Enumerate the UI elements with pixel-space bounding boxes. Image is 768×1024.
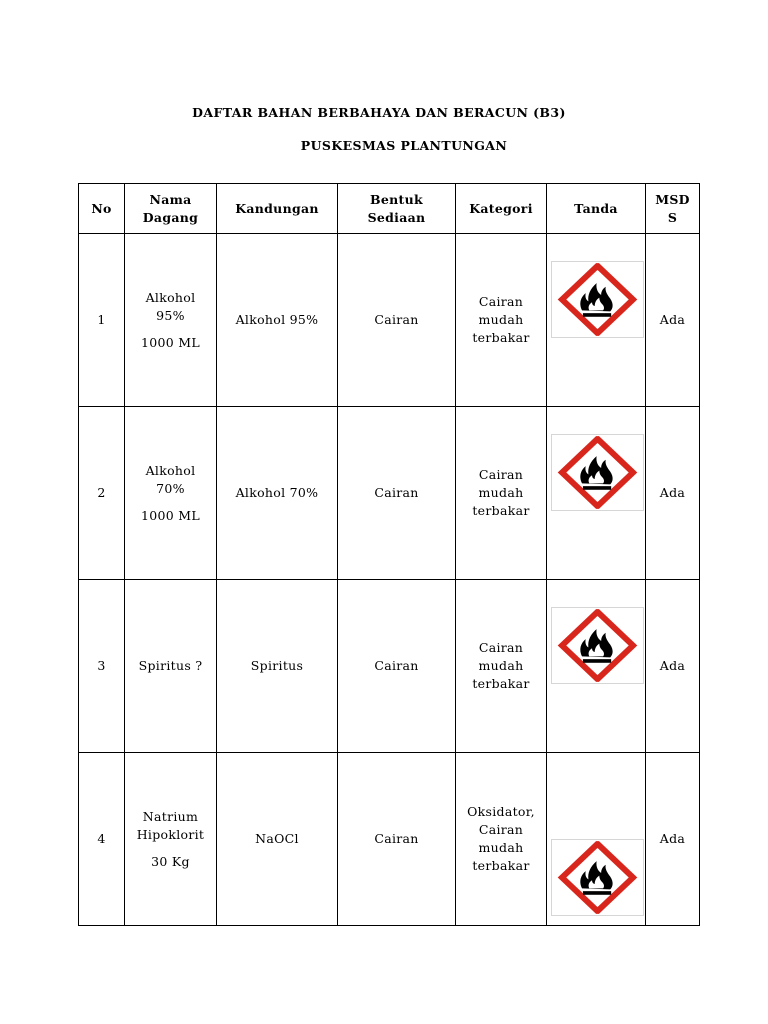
header-nama-dagang: [125, 184, 217, 234]
table-row: [79, 234, 700, 407]
kategori-line: mudah: [478, 485, 524, 500]
cell-kandungan: Alkohol 95%: [217, 234, 338, 407]
document-title: DAFTAR BAHAN BERBAHAYA DAN BERACUN (B3): [192, 105, 566, 120]
header-nama-line1: Nama: [149, 191, 192, 207]
nama-line: Hipoklorit: [136, 826, 205, 842]
cell-bentuk: Cairan: [338, 753, 456, 926]
cell-bentuk: Cairan: [338, 407, 456, 580]
header-kategori: Kategori: [456, 184, 547, 234]
header-tanda: Tanda: [547, 184, 646, 234]
cell-kandungan: Alkohol 70%: [217, 407, 338, 580]
cell-no: 1: [79, 234, 125, 407]
cell-msds: Ada: [646, 234, 700, 407]
cell-msds: Ada: [646, 407, 700, 580]
cell-nama-dagang: Spiritus ?: [125, 580, 217, 753]
cell-kategori: [456, 753, 547, 926]
cell-kategori: [456, 407, 547, 580]
kategori-line: Cairan: [478, 640, 524, 655]
table-row: [79, 407, 700, 580]
header-no: No: [79, 184, 125, 234]
header-msds-line2: S: [667, 209, 678, 225]
kategori-line: terbakar: [472, 676, 530, 691]
cell-tanda: [547, 234, 646, 407]
header-bentuk-sediaan: [338, 184, 456, 234]
nama-strength: 95%: [156, 307, 185, 323]
nama-qty: 1000 ML: [141, 507, 200, 523]
header-bentuk-line1: Bentuk: [370, 191, 423, 207]
header-msds: [646, 184, 700, 234]
table-header-row: [79, 184, 700, 234]
nama-qty: 1000 ML: [141, 334, 200, 350]
document-subtitle: PUSKESMAS PLANTUNGAN: [300, 138, 508, 153]
kategori-line: terbakar: [472, 503, 530, 518]
cell-kategori: [456, 580, 547, 753]
cell-msds: Ada: [646, 753, 700, 926]
nama-strength: 70%: [156, 480, 185, 496]
cell-nama-dagang: [125, 234, 217, 407]
kategori-line: terbakar: [472, 330, 530, 345]
kategori-line: Oksidator,: [467, 804, 535, 819]
table-row: [79, 580, 700, 753]
nama-qty: 30 Kg: [151, 853, 190, 869]
cell-tanda: [547, 407, 646, 580]
nama-text: Alkohol: [145, 289, 196, 305]
header-nama-line2: Dagang: [142, 209, 199, 225]
cell-msds: Ada: [646, 580, 700, 753]
kategori-line: Cairan: [478, 822, 524, 837]
flammable-ghs-icon: [551, 261, 644, 338]
cell-kandungan: NaOCl: [217, 753, 338, 926]
cell-kategori: [456, 234, 547, 407]
nama-line: Natrium: [142, 808, 199, 824]
cell-tanda: [547, 580, 646, 753]
kategori-line: terbakar: [472, 858, 530, 873]
header-kandungan: Kandungan: [217, 184, 338, 234]
cell-no: 2: [79, 407, 125, 580]
cell-no: 4: [79, 753, 125, 926]
flammable-ghs-icon: [551, 839, 644, 916]
nama-text: Alkohol: [145, 462, 196, 478]
kategori-line: Cairan: [478, 467, 524, 482]
cell-no: 3: [79, 580, 125, 753]
kategori-line: mudah: [478, 312, 524, 327]
cell-tanda: [547, 753, 646, 926]
cell-nama-dagang: [125, 753, 217, 926]
kategori-line: mudah: [478, 658, 524, 673]
table-row: [79, 753, 700, 926]
kategori-line: mudah: [478, 840, 524, 855]
cell-kandungan: Spiritus: [217, 580, 338, 753]
b3-table: [78, 183, 700, 926]
cell-bentuk: Cairan: [338, 580, 456, 753]
kategori-line: Cairan: [478, 294, 524, 309]
cell-nama-dagang: [125, 407, 217, 580]
flammable-ghs-icon: [551, 607, 644, 684]
header-bentuk-line2: Sediaan: [367, 209, 426, 225]
flammable-ghs-icon: [551, 434, 644, 511]
header-msds-line1: MSD: [655, 191, 690, 207]
cell-bentuk: Cairan: [338, 234, 456, 407]
